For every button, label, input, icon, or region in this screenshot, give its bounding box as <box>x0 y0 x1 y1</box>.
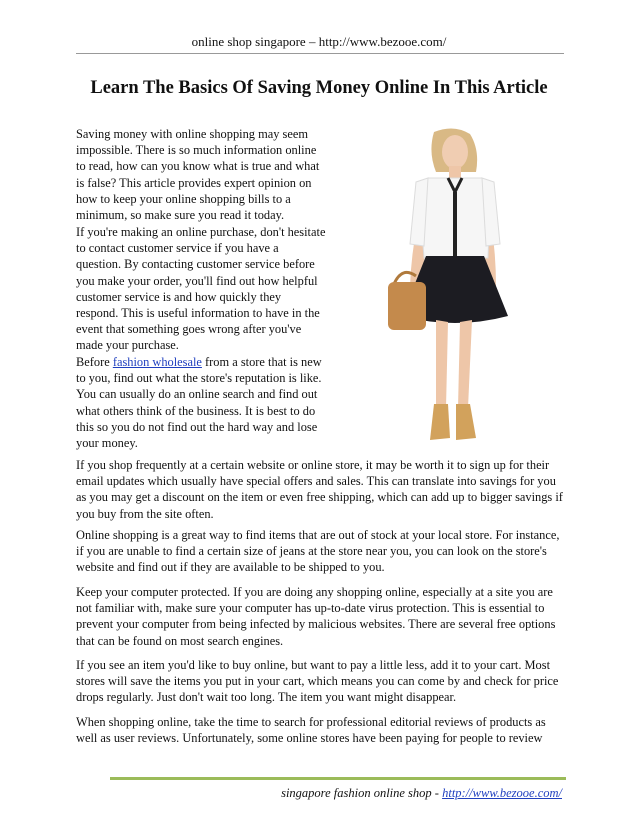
paragraph-customer-service: If you're making an online purchase, don't hesitate to contact customer service if you have a question. By contacting customer service before you make your order, you'll find out how helpful customer service is and how quickly they respond. This is useful information to have in the event that something goes wrong after you've made your purchase. <box>76 225 326 353</box>
model-left-boot <box>430 404 450 440</box>
paragraph-cart: If you see an item you'd like to buy online, but want to pay a little less, add it to your cart. Most stores will save the items you put in your cart, which means you can come by and check for price drops regularly. Just don't wait too long. The item you want might disappear. <box>76 658 559 705</box>
paragraph-reputation <box>76 354 326 451</box>
fashion-model-image <box>336 126 564 456</box>
paragraph-reputation-before: Before <box>76 355 113 369</box>
model-right-boot <box>456 404 476 440</box>
model-left-leg <box>436 320 448 408</box>
page-header: online shop singapore – http://www.bezooe.com/ <box>191 34 447 49</box>
paragraph-out-of-stock: Online shopping is a great way to find items that are out of stock at your local store. For instance, if you are unable to find a certain size of jeans at the store near you, you can look on the store's website and find out if they are available to be shipped to you. <box>76 528 560 575</box>
footer-divider <box>110 777 566 780</box>
paragraph-intro: Saving money with online shopping may seem impossible. There is so much information online to read, how can you know what is true and what is false? This article provides expert opinion on how to keep your online shopping bills to a minimum, so make sure you read it today. <box>76 127 320 223</box>
paragraph-computer-protection: Keep your computer protected. If you are doing any shopping online, especially at a site you are not familiar with, make sure your computer has up-to-date virus protection. This is essential to prevent your computer from being infected by malicious websites. There are several free options that can be found on most search engines. <box>76 585 556 648</box>
article-title: Learn The Basics Of Saving Money Online In This Article <box>90 78 548 98</box>
model-right-leg <box>458 320 472 408</box>
fashion-wholesale-link[interactable]: fashion wholesale <box>112 355 202 369</box>
footer-label: singapore fashion online shop - <box>281 786 443 800</box>
handbag <box>388 282 426 330</box>
page-footer <box>281 786 562 801</box>
model-face <box>442 135 468 169</box>
footer-link[interactable]: http://www.bezooe.com/ <box>442 786 562 800</box>
header-divider <box>76 53 564 54</box>
paragraph-reputation-after: from a store that is new to you, find out what the store's reputation is like. You can usually do an online search and find out what others think of the business. It is best to do this so you do not find out the hard way and lose your money. <box>76 355 322 451</box>
paragraph-reviews: When shopping online, take the time to search for professional editorial reviews of products as well as user reviews. Unfortunately, some online stores have been paying for people to review <box>76 715 546 746</box>
paragraph-email-updates: If you shop frequently at a certain website or online store, it may be worth it to sign up for their email updates which usually have special offers and sales. This can translate into savings for you as you may get a discount on the item or even free shipping, which can add up to bigger savings if you buy from the site often. <box>76 458 563 521</box>
